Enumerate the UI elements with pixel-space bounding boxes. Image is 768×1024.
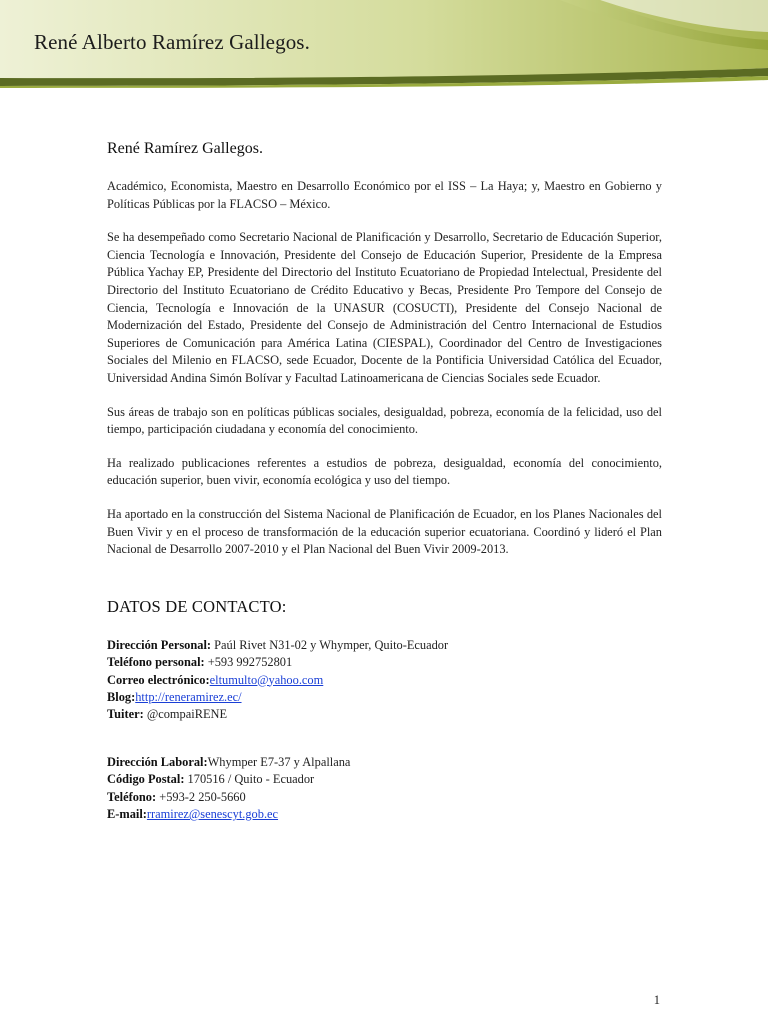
postal-code-value: 170516 / Quito - Ecuador: [184, 772, 315, 787]
bio-paragraph: Ha aportado en la construcción del Sistema Nacional de Planificación de Ecuador, en los Planes Nacionales del Buen Vivir y en el proceso de transformación de la educación superior ecuatoriana. Coordinó y lideró el Plan Nacional de Desarrollo 2007-2010 y el Plan Nacional del Buen Vivir 2009-2013.: [107, 506, 662, 557]
personal-phone-label: Teléfono personal:: [107, 655, 205, 670]
page-number: 1: [653, 993, 660, 1007]
personal-contact-block: [107, 637, 662, 724]
bio-paragraph: Académico, Economista, Maestro en Desarrollo Económico por el ISS – La Haya; y, Maestro en Gobierno y Políticas Públicas por la FLACSO – México.: [107, 179, 662, 211]
twitter-line: [107, 706, 662, 723]
postal-code-label: Código Postal:: [107, 772, 185, 787]
contact-heading: [107, 597, 662, 617]
blog-line: [107, 689, 662, 706]
postal-code-line: [107, 771, 662, 788]
work-phone-line: [107, 789, 662, 806]
bio-paragraph: Se ha desempeñado como Secretario Nacional de Planificación y Desarrollo, Secretario de Educación Superior, Ciencia Tecnología e Innovación, Presidente del Consejo de Educación Superior, Presidente de la Empresa Pública Yachay EP, Presidente del Directorio del Instituto Ecuatoriano de Propiedad Intelectual, Presidente del Directorio del Instituto Ecuatoriano de Crédito Educativo y Becas, Presidente Pro Tempore del Consejo de Ciencia, Tecnología e Innovación de la UNASUR (COSUCTI), Presidente del Consejo Nacional de Modernización del Estado, Presidente del Consejo de Administración del Centro Internacional de Estudios Superiores de Comunicación para América Latina (CIESPAL), Coordinador del Centro de Investigaciones Sociales del Milenio en FLACSO, sede Ecuador, Docente de la Pontificia Universidad Católica del Ecuador, Universidad Andina Simón Bolívar y Facultad Latinoamericana de Ciencias Sociales sede Ecuador.: [107, 230, 662, 385]
blog-link[interactable]: http://reneramirez.ec/: [135, 689, 242, 704]
personal-address-line: [107, 637, 662, 654]
personal-email-label: Correo electrónico:: [107, 672, 210, 687]
personal-email-link[interactable]: eltumulto@yahoo.com: [209, 672, 324, 687]
bio-paragraph: Ha realizado publicaciones referentes a estudios de pobreza, desigualdad, economía del conocimiento, educación superior, buen vivir, economía ecológica y uso del tiempo.: [107, 455, 662, 488]
work-email-line: [107, 806, 662, 823]
work-address-line: [107, 754, 662, 771]
contact-heading-suffix: :: [281, 596, 287, 616]
work-email-label: E-mail:: [107, 806, 147, 821]
work-phone-label: Teléfono:: [107, 789, 157, 804]
document-body: [107, 140, 662, 823]
work-email-link[interactable]: rramirez@senescyt.gob.ec: [146, 806, 279, 821]
contact-heading-text: DATOS DE CONTACTO: [107, 596, 282, 616]
bio-name-heading: [107, 140, 662, 158]
work-address-value: Whymper E7-37 y Alpallana: [207, 754, 351, 769]
bio-name: René Ramírez Gallegos: [107, 140, 259, 157]
personal-email-line: [107, 672, 662, 689]
twitter-label: Tuiter:: [107, 707, 144, 722]
contact-spacer: [107, 724, 662, 754]
work-contact-block: [107, 754, 662, 824]
bio-paragraph: Sus áreas de trabajo son en políticas públicas sociales, desigualdad, pobreza, economía de la felicidad, uso del tiempo, participación ciudadana y economía del conocimiento.: [107, 404, 662, 437]
blog-label: Blog:: [107, 689, 136, 704]
page-header-band: [0, 0, 768, 88]
work-phone-value: +593-2 250-5660: [156, 789, 246, 804]
work-address-label: Dirección Laboral:: [107, 754, 208, 769]
personal-phone-value: +593 992752801: [204, 655, 293, 670]
personal-phone-line: [107, 654, 662, 671]
bio-name-suffix: .: [258, 140, 263, 157]
twitter-handle: @compaiRENE: [143, 707, 228, 722]
personal-address-label: Dirección Personal:: [107, 637, 212, 652]
personal-address-value: Paúl Rivet N31-02 y Whymper, Quito-Ecuador: [211, 637, 449, 652]
header-title: René Alberto Ramírez Gallegos.: [34, 30, 310, 54]
